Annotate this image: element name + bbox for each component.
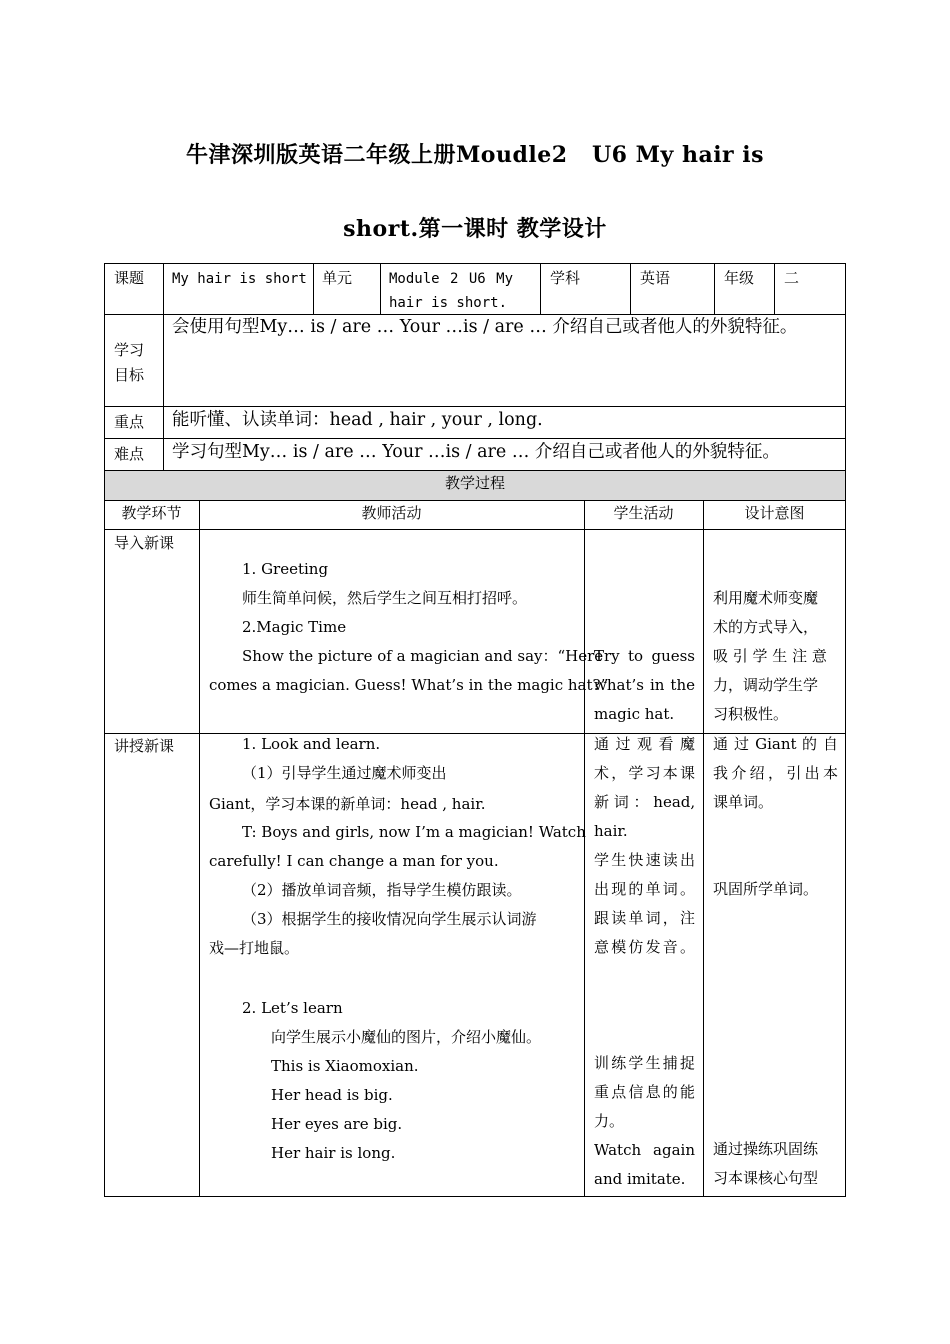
divider <box>630 263 631 315</box>
key-point-text: 能听懂、认读单词：head , hair , your , long. <box>172 410 543 430</box>
text-line: 利用魔术师变魔 <box>713 589 819 607</box>
text-line: 训练学生捕捉 <box>594 1054 695 1072</box>
subject-label: 学科 <box>550 269 581 287</box>
text-line: 2.Magic Time <box>242 618 347 636</box>
text-line: 吸 引 学 生 注 意 <box>713 647 827 665</box>
text-line: 术，学习本课 <box>594 764 695 782</box>
divider <box>714 263 715 315</box>
divider <box>380 263 381 315</box>
doc-title-line-2: short.第一课时 教学设计 <box>343 216 607 242</box>
text-line: hair. <box>594 822 628 840</box>
intro-teacher-activity <box>242 555 604 671</box>
col-header-stage: 教学环节 <box>121 504 182 522</box>
unit-value-line-1: Module 2 U6 My <box>389 271 514 287</box>
text-line: 巩固所学单词。 <box>713 880 819 898</box>
objectives-label-2: 目标 <box>114 366 145 384</box>
objectives-label-1: 学习 <box>114 341 145 359</box>
text-line: Giant，学习本课的新单词：head , hair. <box>209 795 486 813</box>
text-line: 习积极性。 <box>713 705 789 723</box>
text-line: （3）根据学生的接收情况向学生展示认词游 <box>242 910 537 928</box>
divider <box>313 263 314 315</box>
text-line: 通过操练巩固练 <box>713 1140 819 1158</box>
new-stage-label: 讲授新课 <box>114 737 175 755</box>
doc-title-line-1: 牛津深圳版英语二年级上册Moudle2 U6 My hair is <box>185 142 765 168</box>
text-line: 1. Greeting <box>242 560 329 578</box>
text-line: Her eyes are big. <box>271 1115 403 1133</box>
new-design-intent-c <box>713 1135 838 1193</box>
subject-value: 英语 <box>640 269 671 287</box>
text-line: 重点信息的能 <box>594 1083 695 1101</box>
col-header-student: 学生活动 <box>613 504 674 522</box>
topic-label: 课题 <box>114 269 145 287</box>
divider <box>774 263 775 315</box>
text-line: T: Boys and girls, now I’m a magician! Watch <box>242 823 586 841</box>
text-line: magic hat. <box>594 705 675 723</box>
text-line: 术的方式导入， <box>713 618 819 636</box>
text-line: 1. Look and learn. <box>242 735 381 753</box>
unit-value-line-2: hair is short. <box>389 295 508 311</box>
text-line: comes a magician. Guess! What’s in the magic hat?” <box>209 676 609 694</box>
text-line: 课单词。 <box>713 793 774 811</box>
grade-label: 年级 <box>724 269 755 287</box>
new-teacher-activity-2 <box>242 994 343 1023</box>
text-line: and imitate. <box>594 1170 686 1188</box>
text-line: 戏—打地鼠。 <box>209 939 300 957</box>
text-line: Try to guess <box>594 647 695 665</box>
col-header-intent: 设计意图 <box>744 504 805 522</box>
text-line: 通 过 观 看 魔 <box>594 735 695 753</box>
text-line: 通 过 Giant 的 自 <box>713 735 838 753</box>
text-line: Her head is big. <box>271 1086 393 1104</box>
difficulty-text: 学习句型My… is / are … Your …is / are … 介绍自己或者他人的外貌特征。 <box>172 442 780 462</box>
intro-student-activity <box>594 642 695 729</box>
text-line: 习本课核心句型 <box>713 1169 819 1187</box>
text-line: Show the picture of a magician and say：“Here <box>242 647 604 665</box>
text-line: what’s in the <box>594 676 695 694</box>
divider <box>163 263 164 315</box>
text-line: Her hair is long. <box>271 1144 396 1162</box>
divider <box>540 263 541 315</box>
text-line: 力，调动学生学 <box>713 676 819 694</box>
difficulty-label: 难点 <box>114 445 145 463</box>
grade-value: 二 <box>784 269 800 287</box>
col-header-teacher: 教师活动 <box>361 504 422 522</box>
topic-value: My hair is short <box>172 271 307 287</box>
text-line: （1）引导学生通过魔术师变出 <box>242 764 447 782</box>
text-line: 跟读单词，注 <box>594 909 695 927</box>
intro-design-intent <box>713 584 838 729</box>
text-line: carefully! I can change a man for you. <box>209 852 499 870</box>
text-line: 新 词 ： head, <box>594 793 696 811</box>
new-teacher-activity-3 <box>271 1023 541 1168</box>
text-line: 出现的单词。 <box>594 880 695 898</box>
new-design-intent-b <box>713 875 818 904</box>
new-student-activity-b <box>594 1049 695 1194</box>
objectives-text: 会使用句型My… is / are … Your …is / are … 介绍自己或者他人的外貌特征。 <box>172 317 798 337</box>
key-point-label: 重点 <box>114 413 145 431</box>
text-line: 学生快速读出 <box>594 851 695 869</box>
text-line: Watch again <box>594 1141 695 1159</box>
text-line: 师生简单问候，然后学生之间互相打招呼。 <box>242 589 528 607</box>
text-line: （2）播放单词音频，指导学生模仿跟读。 <box>242 881 522 899</box>
text-line: 意模仿发音。 <box>594 938 695 956</box>
text-line: 力。 <box>594 1112 625 1130</box>
intro-stage-label: 导入新课 <box>114 534 175 552</box>
new-design-intent-a <box>713 730 838 817</box>
text-line: 2. Let’s learn <box>242 999 343 1017</box>
text-line: 我介绍，引出本 <box>713 764 838 782</box>
text-line: 向学生展示小魔仙的图片，介绍小魔仙。 <box>271 1028 542 1046</box>
intro-teacher-activity-cont <box>209 671 608 700</box>
new-teacher-activity <box>209 730 586 963</box>
unit-label: 单元 <box>322 269 353 287</box>
process-heading: 教学过程 <box>444 474 505 492</box>
text-line: This is Xiaomoxian. <box>271 1057 419 1075</box>
new-student-activity-a <box>594 730 695 962</box>
